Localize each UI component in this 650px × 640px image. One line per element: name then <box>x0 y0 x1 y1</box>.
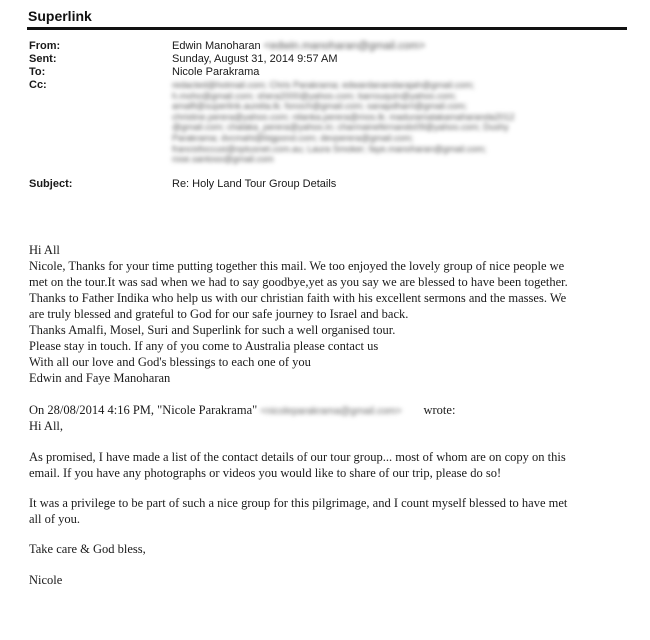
quote-attribution-prefix: On 28/08/2014 4:16 PM, "Nicole Parakrama" <box>29 403 258 417</box>
to-value: Nicole Parakrama <box>172 66 260 78</box>
cc-label: Cc: <box>29 79 47 91</box>
quote-signoff: Take care & God bless, <box>29 542 146 556</box>
subject-value: Re: Holy Land Tour Group Details <box>172 178 337 190</box>
cc-line: amalfi@superlink.aurelia.lk; fonoch@gmail.com; sanapdharri@gmail.com; <box>172 101 468 112</box>
quote-signature: Nicole <box>29 573 63 587</box>
reply-line: Nicole, Thanks for your time putting together this mail. We too enjoyed the lovely group of nice people we <box>29 259 565 273</box>
quote-paragraph: all of you. <box>29 512 81 526</box>
cc-line: christine.perera@yahoo.com; nilanka.perera@mos.lk; maduramalakamaharanda2012 <box>172 111 515 122</box>
reply-line: Please stay in touch. If any of you come to Australia please contact us <box>29 339 379 353</box>
cc-line: h.moho@gmail.com; shera2000@yahoo.com; barrouquin@yahoo.com; <box>172 90 457 101</box>
from-name: Edwin Manoharan <box>172 40 261 52</box>
cc-line: rose.santoso@gmail.com <box>172 154 274 165</box>
quote-paragraph: As promised, I have made a list of the contact details of our tour group... most of whom are on copy on this <box>29 450 566 464</box>
reply-line: are truly blessed and grateful to God for our safe journey to Israel and back. <box>29 307 409 321</box>
reply-signature: Edwin and Faye Manoharan <box>29 371 171 385</box>
quote-attribution-suffix: wrote: <box>423 403 456 417</box>
cc-line: @gmail.com; chalaka_perera@yahoo.in; charmainefernando09@yahoo.com; Dushy <box>172 122 509 133</box>
quote-attribution <box>29 402 455 420</box>
reply-line: Thanks to Father Indika who help us with our christian faith with his excellent sermons and the masses. We <box>29 291 567 305</box>
subject-label: Subject: <box>29 178 73 190</box>
from-email-redacted: <edwin.manoharan@gmail.com> <box>263 40 426 52</box>
cc-line: Parakrama; dvcmahi@bigpond.com; devperera@gmail.com; <box>172 132 414 143</box>
from-label: From: <box>29 40 61 52</box>
reply-line: With all our love and God's blessings to each one of you <box>29 355 311 369</box>
quote-greeting: Hi All, <box>29 419 64 433</box>
cc-recipients-redacted <box>172 80 572 165</box>
app-title: Superlink <box>28 8 92 24</box>
to-label: To: <box>29 66 46 78</box>
quote-paragraph: email. If you have any photographs or videos you would like to share of our trip, please do so! <box>29 466 502 480</box>
reply-line: met on the tour.It was sad when we had to say goodbye,yet as you say we are blessed to have been together. <box>29 275 568 289</box>
cc-line: francisfoccusi@optusnet.com.au; Laura Smoker; faye.manoharan@gmail.com; <box>172 143 487 154</box>
reply-line: Hi All <box>29 243 60 257</box>
header-divider <box>27 27 627 30</box>
from-value <box>172 40 425 52</box>
sent-value: Sunday, August 31, 2014 9:57 AM <box>172 53 338 65</box>
quote-email-redacted: <nicoleparakrama@gmail.com> <box>260 406 402 417</box>
quote-paragraph: It was a privilege to be part of such a nice group for this pilgrimage, and I count myself blessed to have met <box>29 496 568 510</box>
sent-label: Sent: <box>29 53 57 65</box>
cc-line: redacted@hotmail.com; Chris Parakrama; edwardanandarajah@gmail.com; <box>172 80 475 90</box>
reply-line: Thanks Amalfi, Mosel, Suri and Superlink for such a well organised tour. <box>29 323 396 337</box>
